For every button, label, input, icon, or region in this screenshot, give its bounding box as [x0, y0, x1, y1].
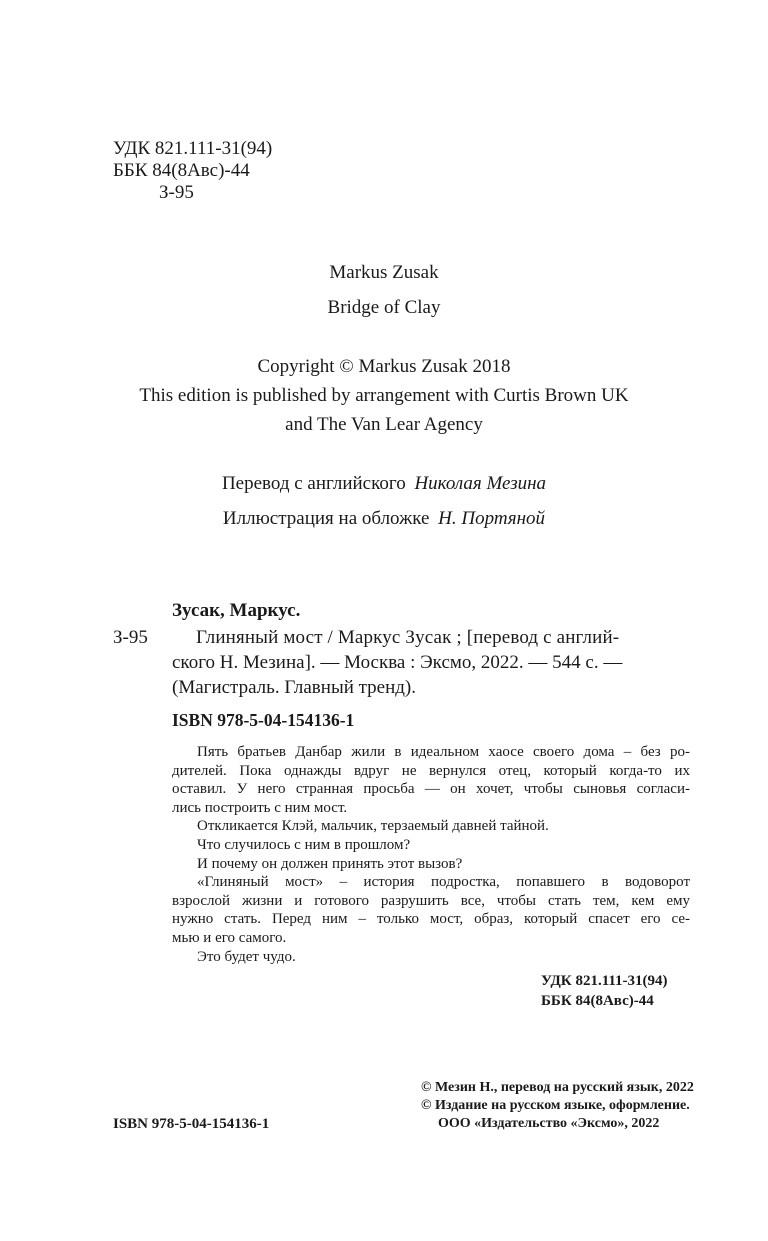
annotation-line: Что случилось с ним в прошлом? [197, 836, 411, 853]
copyright-line-2: This edition is published by arrangement with Curtis Brown UK [139, 385, 629, 406]
bib-line-1: Глиняный мост / Маркус Зусак ; [перевод с англий- [196, 627, 620, 648]
bib-line-3: (Магистраль. Главный тренд). [172, 677, 417, 698]
annotation-line: «Глиняный мост» – история подростка, попавшего в водоворот [197, 874, 690, 891]
copyright-line-1: Copyright © Markus Zusak 2018 [257, 356, 511, 377]
footer-copyright-publisher: ООО «Издательство «Эксмо», 2022 [438, 1116, 660, 1131]
bib-mark: З-95 [113, 627, 148, 648]
annotation [172, 743, 690, 966]
translator-name: Николая Мезина [414, 473, 547, 494]
author-mark: З-95 [159, 182, 194, 203]
illustrator-name: Н. Портяной [438, 508, 546, 529]
bbk-code: ББК 84(8Авс)-44 [113, 160, 250, 181]
index-bbk: ББК 84(8Авс)-44 [541, 993, 654, 1009]
annotation-line: взрослой жизни и готового разрушить все, чтобы стать тем, кем ему [172, 892, 690, 909]
annotation-line: Откликается Клэй, мальчик, терзаемый давней тайной. [197, 818, 549, 835]
udk-code: УДК 821.111-31(94) [113, 138, 273, 159]
annotation-line: нужно стать. Перед ним – только мост, образ, который спасет его се- [172, 911, 690, 928]
footer-copyright-edition: © Издание на русском языке, оформление. [421, 1098, 690, 1113]
footer-copyright-translation: © Мезин Н., перевод на русский язык, 2022 [421, 1080, 694, 1095]
annotation-line: дителей. Пока однажды вдруг не вернулся отец, который когда-то их [172, 762, 690, 779]
bib-isbn: ISBN 978-5-04-154136-1 [172, 710, 355, 730]
bib-heading: Зусак, Маркус. [172, 600, 301, 621]
annotation-line: Это будет чудо. [197, 948, 296, 965]
translation-label: Перевод с английского [221, 473, 406, 494]
bib-line-2: ского Н. Мезина]. — Москва : Эксмо, 2022. — 544 с. — [172, 652, 623, 673]
translation-credit [0, 473, 768, 495]
cover-credit [0, 508, 768, 530]
original-title: Bridge of Clay [327, 297, 441, 318]
original-author: Markus Zusak [329, 262, 439, 283]
copyright-line-3: and The Van Lear Agency [285, 414, 483, 435]
annotation-line: оставил. У него странная просьба — он хочет, чтобы сыновья согласи- [172, 781, 690, 798]
annotation-line: И почему он должен принять этот вызов? [197, 855, 463, 872]
annotation-line: лись построить с ним мост. [172, 799, 348, 816]
annotation-line: мью и его самого. [172, 929, 287, 946]
index-udk: УДК 821.111-31(94) [541, 973, 668, 989]
cover-label: Иллюстрация на обложке [222, 508, 430, 529]
annotation-line: Пять братьев Данбар жили в идеальном хаосе своего дома – без ро- [197, 744, 690, 760]
footer-isbn: ISBN 978-5-04-154136-1 [113, 1116, 270, 1132]
